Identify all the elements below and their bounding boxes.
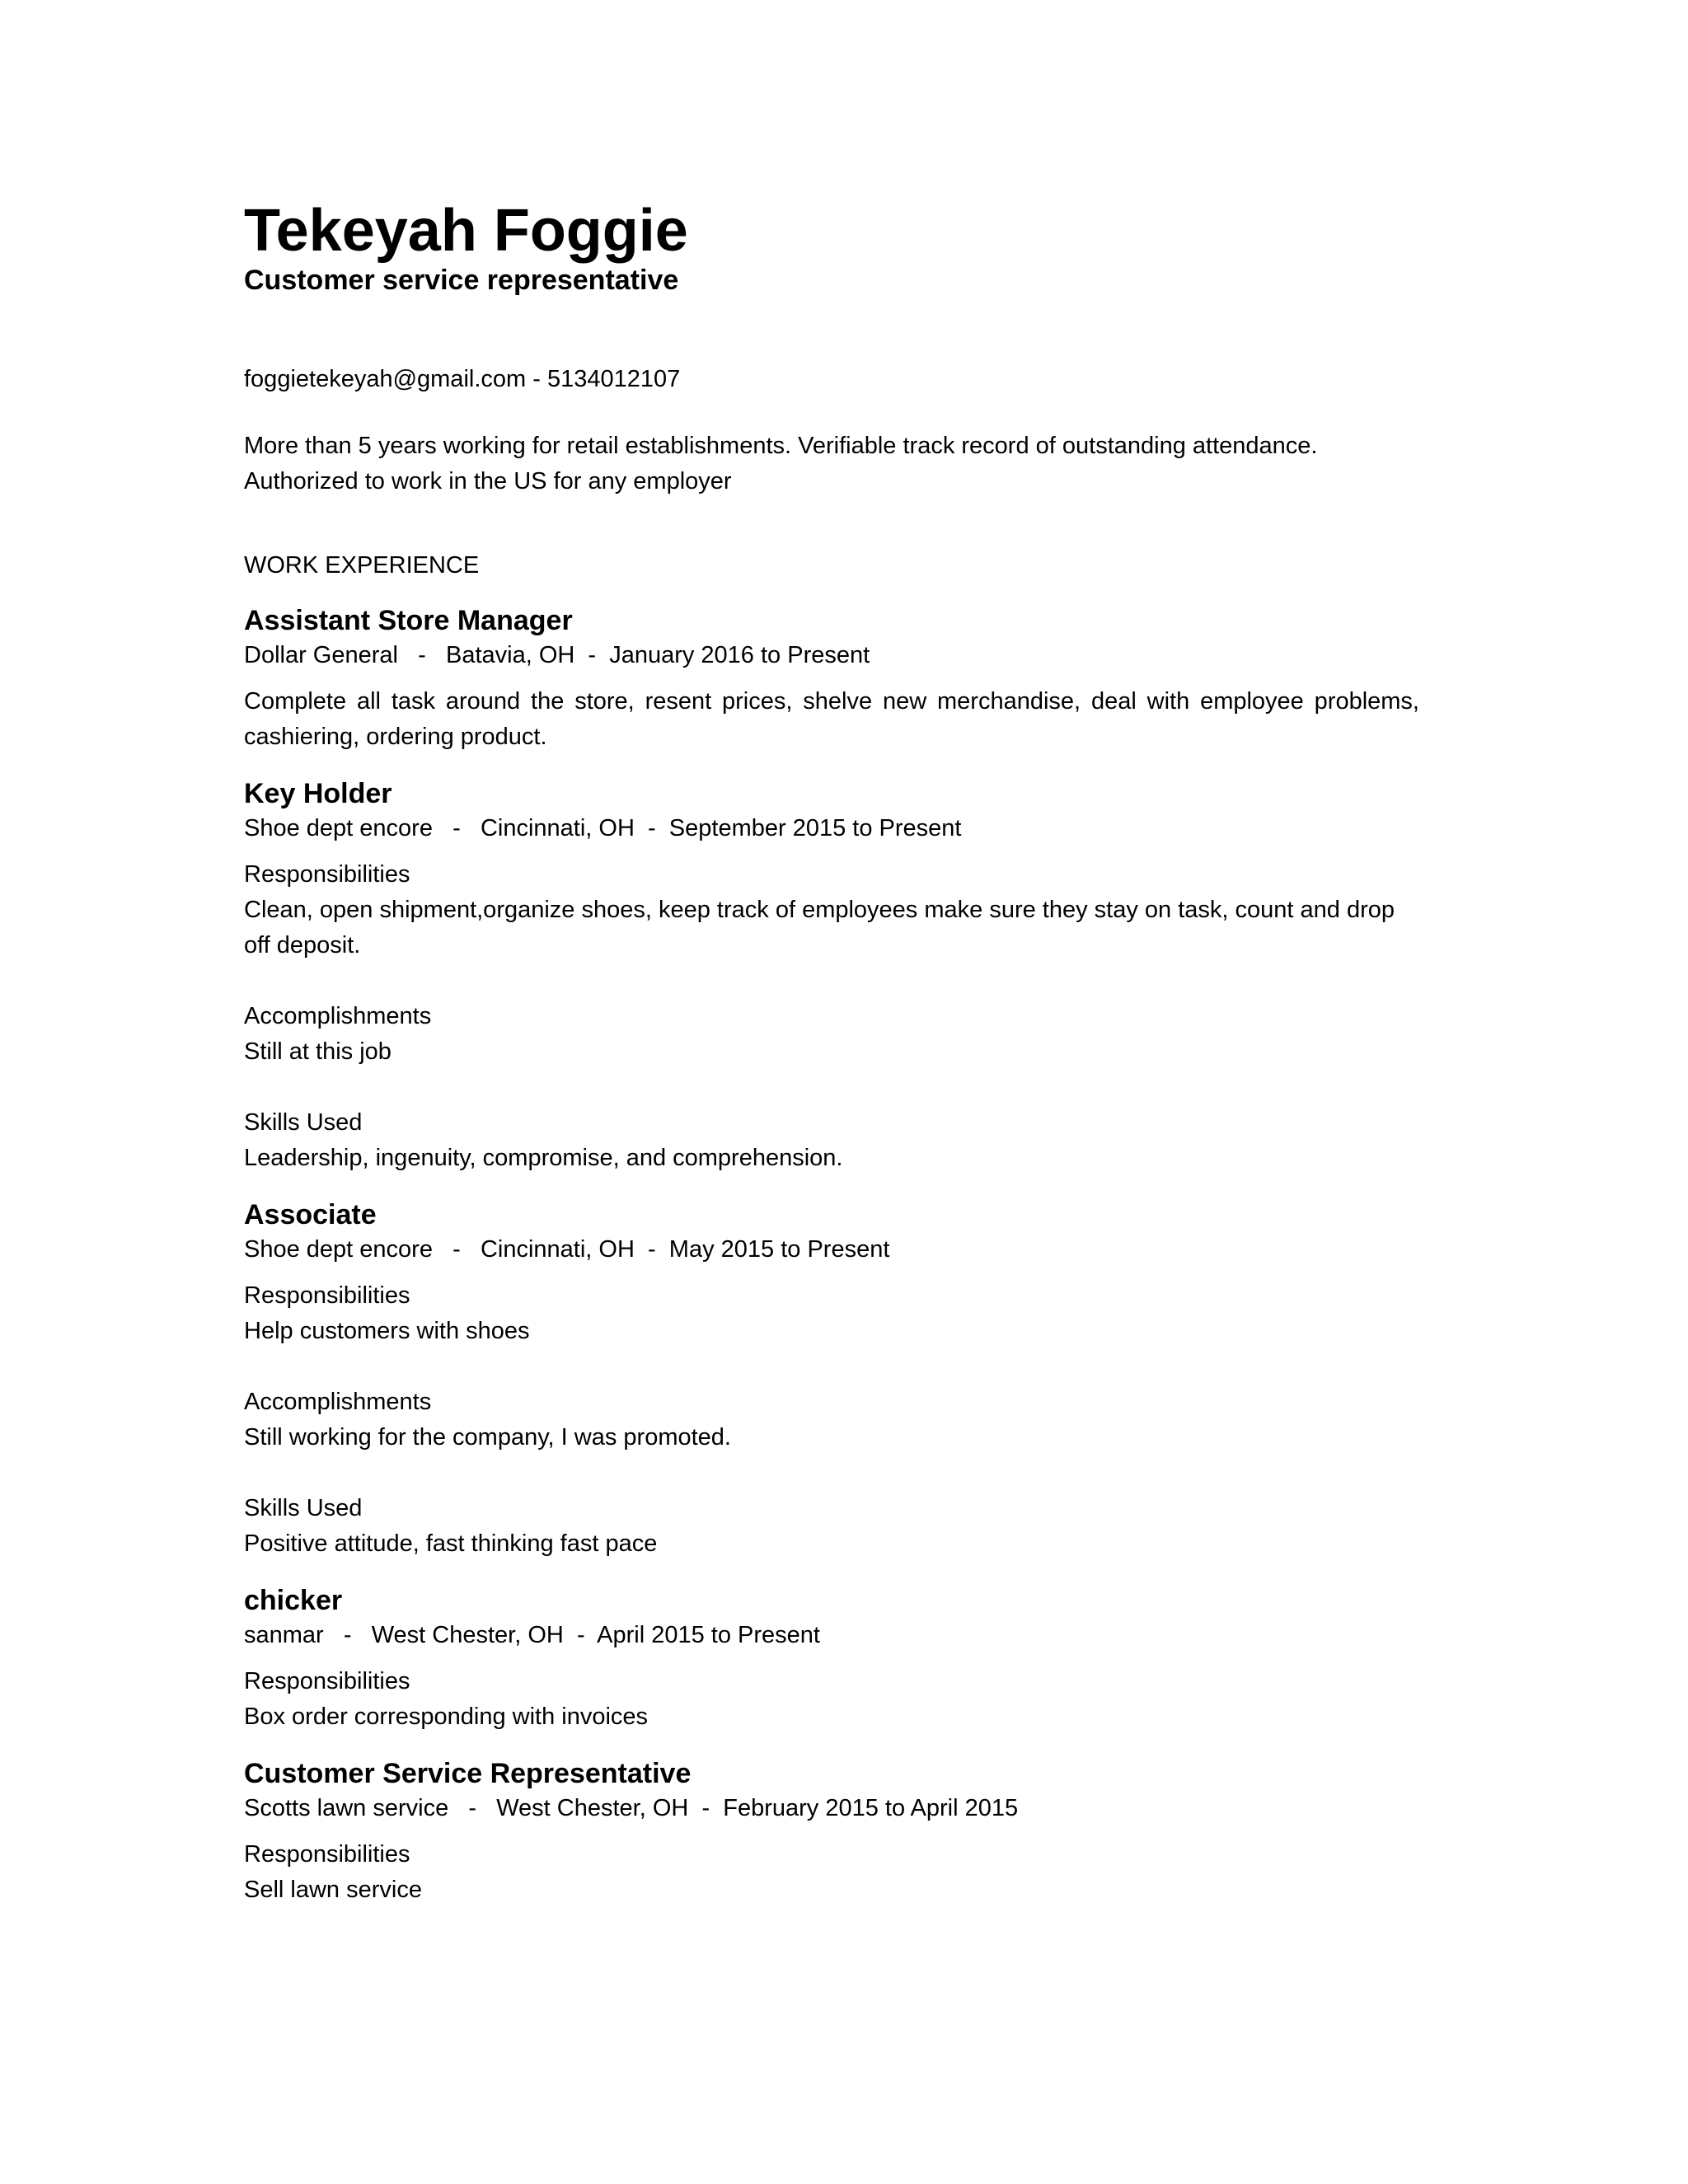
contact-line: foggietekeyah@gmail.com - 5134012107: [244, 366, 681, 392]
summary-line: More than 5 years working for retail establishments. Verifiable track record of outstanding attendance.: [244, 433, 1318, 459]
candidate-title: Customer service representative: [244, 265, 679, 296]
subsection-label: Responsibilities: [244, 1668, 410, 1694]
job-subsection: [244, 1385, 1419, 1455]
subsection-label: Skills Used: [244, 1109, 363, 1136]
job-meta: Shoe dept encore - Cincinnati, OH - May 2015 to Present: [244, 1236, 890, 1263]
job-subsection: [244, 1278, 1419, 1349]
job-subsection: [244, 1105, 1419, 1176]
subsection-label: Accomplishments: [244, 1003, 432, 1029]
job-description: Complete all task around the store, resent prices, shelve new merchandise, deal with employee problems, cashiering, ordering product.: [244, 688, 1419, 750]
summary-line: Authorized to work in the US for any employer: [244, 468, 732, 494]
job-meta: sanmar - West Chester, OH - April 2015 to Present: [244, 1622, 820, 1648]
job-title: Key Holder: [244, 778, 392, 809]
job-title: chicker: [244, 1585, 343, 1616]
subsection-text: Still at this job: [244, 1038, 392, 1065]
job-entry: [244, 776, 1419, 1176]
job-meta: Scotts lawn service - West Chester, OH - February 2015 to April 2015: [244, 1795, 1019, 1821]
job-subsection: [244, 999, 1419, 1070]
job-entry: [244, 603, 1419, 755]
work-experience-heading: WORK EXPERIENCE: [244, 552, 480, 579]
job-title: Customer Service Representative: [244, 1758, 692, 1789]
subsection-label: Responsibilities: [244, 1841, 410, 1868]
subsection-text: Still working for the company, I was promoted.: [244, 1424, 731, 1451]
candidate-name: Tekeyah Foggie: [244, 198, 688, 264]
job-entry: [244, 1583, 1419, 1735]
subsection-label: Skills Used: [244, 1495, 363, 1521]
subsection-label: Responsibilities: [244, 861, 410, 888]
subsection-text: Leadership, ingenuity, compromise, and comprehension.: [244, 1145, 843, 1171]
job-subsection: [244, 1664, 1419, 1735]
subsection-text: Sell lawn service: [244, 1877, 422, 1903]
subsection-text: Clean, open shipment,organize shoes, keep track of employees make sure they stay on task, count and drop off deposit.: [244, 897, 1395, 958]
subsection-label: Responsibilities: [244, 1282, 410, 1309]
job-title: Associate: [244, 1199, 377, 1230]
job-entry: [244, 1197, 1419, 1562]
job-meta: Dollar General - Batavia, OH - January 2016 to Present: [244, 642, 870, 668]
job-subsection: [244, 857, 1419, 963]
job-title: Assistant Store Manager: [244, 605, 573, 636]
subsection-text: Help customers with shoes: [244, 1318, 530, 1344]
subsection-label: Accomplishments: [244, 1389, 432, 1415]
subsection-text: Box order corresponding with invoices: [244, 1704, 649, 1730]
summary: [244, 429, 1419, 499]
job-subsection: [244, 1491, 1419, 1562]
resume-page: [244, 198, 1419, 1908]
job-entry: [244, 1756, 1419, 1908]
job-meta: Shoe dept encore - Cincinnati, OH - September 2015 to Present: [244, 815, 962, 841]
subsection-text: Positive attitude, fast thinking fast pace: [244, 1530, 658, 1557]
job-subsection: [244, 1837, 1419, 1908]
